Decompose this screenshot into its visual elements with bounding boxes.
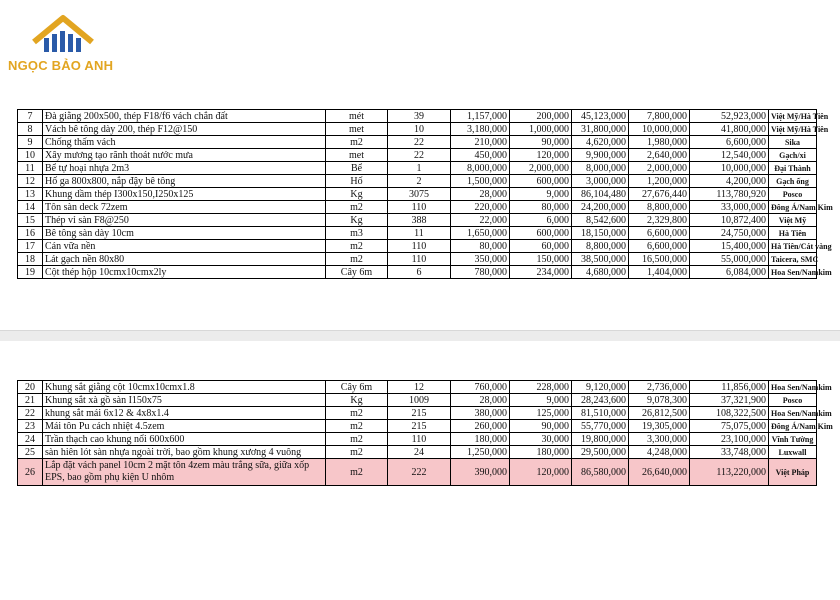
table-row (18, 175, 817, 188)
material-total-cell: 9,900,000 (572, 149, 629, 162)
item-description-cell: Thép vỉ sàn F8@250 (43, 214, 326, 227)
brand-cell: Sika (769, 136, 817, 149)
table-row (18, 214, 817, 227)
material-total-cell: 29,500,000 (572, 446, 629, 459)
quantity-cell: 215 (388, 420, 451, 433)
table-row (18, 123, 817, 136)
table-row (18, 381, 817, 394)
material-unit-price-cell: 350,000 (451, 253, 510, 266)
grand-total-cell: 4,200,000 (690, 175, 769, 188)
quantity-cell: 12 (388, 381, 451, 394)
labor-total-cell: 26,640,000 (629, 459, 690, 486)
item-number-cell: 20 (18, 381, 43, 394)
table-row (18, 446, 817, 459)
item-number-cell: 15 (18, 214, 43, 227)
grand-total-cell: 113,780,920 (690, 188, 769, 201)
unit-cell: Bể (326, 162, 388, 175)
labor-total-cell: 19,305,000 (629, 420, 690, 433)
labor-unit-price-cell: 90,000 (510, 420, 572, 433)
material-unit-price-cell: 760,000 (451, 381, 510, 394)
item-number-cell: 25 (18, 446, 43, 459)
brand-cell: Hoa Sen/Namkim (769, 407, 817, 420)
unit-cell: m2 (326, 253, 388, 266)
item-number-cell: 22 (18, 407, 43, 420)
item-number-cell: 11 (18, 162, 43, 175)
quantity-cell: 110 (388, 240, 451, 253)
labor-unit-price-cell: 30,000 (510, 433, 572, 446)
unit-cell: mét (326, 110, 388, 123)
brand-cell: Taicera, SMC (769, 253, 817, 266)
item-description-cell: Đà giằng 200x500, thép F18/f6 vách chắn đất (43, 110, 326, 123)
unit-cell: m2 (326, 459, 388, 486)
labor-total-cell: 6,600,000 (629, 227, 690, 240)
item-description-cell: sàn hiên lót sàn nhựa ngoài trời, bao gồm khung xương 4 vuông (43, 446, 326, 459)
grand-total-cell: 6,084,000 (690, 266, 769, 279)
item-number-cell: 23 (18, 420, 43, 433)
grand-total-cell: 11,856,000 (690, 381, 769, 394)
material-unit-price-cell: 450,000 (451, 149, 510, 162)
material-unit-price-cell: 220,000 (451, 201, 510, 214)
labor-total-cell: 8,800,000 (629, 201, 690, 214)
grand-total-cell: 10,872,400 (690, 214, 769, 227)
brand-cell: Việt Mỹ/Hà Tiên (769, 110, 817, 123)
material-total-cell: 4,680,000 (572, 266, 629, 279)
material-unit-price-cell: 8,000,000 (451, 162, 510, 175)
unit-cell: Kg (326, 394, 388, 407)
labor-unit-price-cell: 150,000 (510, 253, 572, 266)
grand-total-cell: 24,750,000 (690, 227, 769, 240)
labor-unit-price-cell: 80,000 (510, 201, 572, 214)
unit-cell: Kg (326, 188, 388, 201)
grand-total-cell: 23,100,000 (690, 433, 769, 446)
material-unit-price-cell: 22,000 (451, 214, 510, 227)
item-description-cell: Lát gạch nền 80x80 (43, 253, 326, 266)
labor-unit-price-cell: 180,000 (510, 446, 572, 459)
quotation-table-1 (17, 109, 833, 279)
quantity-cell: 39 (388, 110, 451, 123)
labor-unit-price-cell: 9,000 (510, 188, 572, 201)
grand-total-cell: 12,540,000 (690, 149, 769, 162)
grand-total-cell: 108,322,500 (690, 407, 769, 420)
brand-cell: Hoa Sen/Namkim (769, 266, 817, 279)
material-total-cell: 31,800,000 (572, 123, 629, 136)
unit-cell: met (326, 123, 388, 136)
table-row (18, 110, 817, 123)
item-description-cell: Cột thép hộp 10cmx10cmx2ly (43, 266, 326, 279)
grand-total-cell: 41,800,000 (690, 123, 769, 136)
material-total-cell: 55,770,000 (572, 420, 629, 433)
material-unit-price-cell: 1,157,000 (451, 110, 510, 123)
labor-total-cell: 2,640,000 (629, 149, 690, 162)
quantity-cell: 22 (388, 136, 451, 149)
material-unit-price-cell: 210,000 (451, 136, 510, 149)
item-description-cell: Khung sắt xà gồ sàn I150x75 (43, 394, 326, 407)
material-total-cell: 38,500,000 (572, 253, 629, 266)
material-unit-price-cell: 3,180,000 (451, 123, 510, 136)
item-number-cell: 8 (18, 123, 43, 136)
quantity-cell: 11 (388, 227, 451, 240)
item-description-cell: khung sắt mái 6x12 & 4x8x1.4 (43, 407, 326, 420)
grand-total-cell: 52,923,000 (690, 110, 769, 123)
material-total-cell: 8,542,600 (572, 214, 629, 227)
item-description-cell: Hố ga 800x800, nắp đậy bê tông (43, 175, 326, 188)
material-total-cell: 9,120,000 (572, 381, 629, 394)
grand-total-cell: 37,321,900 (690, 394, 769, 407)
quantity-cell: 388 (388, 214, 451, 227)
item-description-cell: Mái tôn Pu cách nhiệt 4.5zem (43, 420, 326, 433)
item-description-cell: Tôn sàn deck 72zem (43, 201, 326, 214)
item-description-cell: Lắp đặt vách panel 10cm 2 mặt tôn 4zem màu trắng sữa, giữa xốp EPS, bao gồm phụ kiện U nhôm (43, 459, 326, 486)
unit-cell: m2 (326, 407, 388, 420)
item-description-cell: Khung sắt giằng cột 10cmx10cmx1.8 (43, 381, 326, 394)
unit-cell: m2 (326, 136, 388, 149)
labor-total-cell: 2,000,000 (629, 162, 690, 175)
brand-cell: Gạch/xi (769, 149, 817, 162)
item-description-cell: Xây mương tạo rãnh thoát nước mưa (43, 149, 326, 162)
material-total-cell: 4,620,000 (572, 136, 629, 149)
brand-cell: Đại Thành (769, 162, 817, 175)
table-row (18, 188, 817, 201)
material-unit-price-cell: 80,000 (451, 240, 510, 253)
material-unit-price-cell: 28,000 (451, 394, 510, 407)
material-total-cell: 81,510,000 (572, 407, 629, 420)
table-row (18, 266, 817, 279)
item-number-cell: 19 (18, 266, 43, 279)
grand-total-cell: 15,400,000 (690, 240, 769, 253)
labor-unit-price-cell: 2,000,000 (510, 162, 572, 175)
labor-unit-price-cell: 234,000 (510, 266, 572, 279)
item-number-cell: 12 (18, 175, 43, 188)
labor-unit-price-cell: 600,000 (510, 227, 572, 240)
quantity-cell: 110 (388, 433, 451, 446)
house-logo-icon (28, 14, 98, 56)
table-row (18, 240, 817, 253)
material-total-cell: 45,123,000 (572, 110, 629, 123)
brand-cell: Đông Á/Nam Kim (769, 201, 817, 214)
labor-total-cell: 9,078,300 (629, 394, 690, 407)
brand-cell: Gạch ống (769, 175, 817, 188)
quantity-cell: 1009 (388, 394, 451, 407)
table-row (18, 149, 817, 162)
material-total-cell: 8,800,000 (572, 240, 629, 253)
material-unit-price-cell: 28,000 (451, 188, 510, 201)
labor-total-cell: 3,300,000 (629, 433, 690, 446)
unit-cell: Kg (326, 214, 388, 227)
item-number-cell: 24 (18, 433, 43, 446)
material-total-cell: 24,200,000 (572, 201, 629, 214)
quantity-cell: 6 (388, 266, 451, 279)
unit-cell: Cây 6m (326, 266, 388, 279)
brand-cell: Vĩnh Tường (769, 433, 817, 446)
material-unit-price-cell: 1,250,000 (451, 446, 510, 459)
grand-total-cell: 10,000,000 (690, 162, 769, 175)
material-unit-price-cell: 780,000 (451, 266, 510, 279)
item-description-cell: Bể tự hoại nhựa 2m3 (43, 162, 326, 175)
item-description-cell: Bê tông sàn dày 10cm (43, 227, 326, 240)
item-description-cell: Cán vữa nền (43, 240, 326, 253)
labor-unit-price-cell: 600,000 (510, 175, 572, 188)
table-row (18, 433, 817, 446)
quantity-cell: 110 (388, 201, 451, 214)
grand-total-cell: 33,000,000 (690, 201, 769, 214)
quantity-cell: 10 (388, 123, 451, 136)
item-description-cell: Trần thạch cao khung nổi 600x600 (43, 433, 326, 446)
unit-cell: Cây 6m (326, 381, 388, 394)
item-number-cell: 14 (18, 201, 43, 214)
item-number-cell: 21 (18, 394, 43, 407)
labor-unit-price-cell: 90,000 (510, 136, 572, 149)
company-logo (8, 14, 118, 74)
table-row (18, 201, 817, 214)
item-number-cell: 13 (18, 188, 43, 201)
grand-total-cell: 55,000,000 (690, 253, 769, 266)
brand-cell: Hà Tiên (769, 227, 817, 240)
table-row (18, 136, 817, 149)
table-row (18, 420, 817, 433)
labor-unit-price-cell: 1,000,000 (510, 123, 572, 136)
table-row (18, 253, 817, 266)
material-total-cell: 18,150,000 (572, 227, 629, 240)
material-total-cell: 86,104,480 (572, 188, 629, 201)
labor-total-cell: 2,329,800 (629, 214, 690, 227)
labor-total-cell: 27,676,440 (629, 188, 690, 201)
brand-cell: Việt Pháp (769, 459, 817, 486)
grand-total-cell: 113,220,000 (690, 459, 769, 486)
labor-unit-price-cell: 125,000 (510, 407, 572, 420)
labor-unit-price-cell: 120,000 (510, 459, 572, 486)
quantity-cell: 22 (388, 149, 451, 162)
material-total-cell: 28,243,600 (572, 394, 629, 407)
table-row (18, 162, 817, 175)
brand-cell: Đông Á/Nam Kim (769, 420, 817, 433)
labor-unit-price-cell: 228,000 (510, 381, 572, 394)
item-number-cell: 17 (18, 240, 43, 253)
item-description-cell: Vách bê tông dày 200, thép F12@150 (43, 123, 326, 136)
quantity-cell: 1 (388, 162, 451, 175)
brand-cell: Hà Tiên/Cát vàng (769, 240, 817, 253)
brand-cell: Hoa Sen/Namkim (769, 381, 817, 394)
labor-unit-price-cell: 60,000 (510, 240, 572, 253)
unit-cell: m2 (326, 201, 388, 214)
labor-total-cell: 10,000,000 (629, 123, 690, 136)
material-total-cell: 86,580,000 (572, 459, 629, 486)
quotation-table-2 (17, 380, 833, 486)
labor-total-cell: 6,600,000 (629, 240, 690, 253)
material-total-cell: 8,000,000 (572, 162, 629, 175)
labor-total-cell: 7,800,000 (629, 110, 690, 123)
table-row (18, 459, 817, 486)
table-row (18, 407, 817, 420)
unit-cell: Hố (326, 175, 388, 188)
unit-cell: m3 (326, 227, 388, 240)
brand-cell: Posco (769, 394, 817, 407)
item-number-cell: 9 (18, 136, 43, 149)
labor-total-cell: 4,248,000 (629, 446, 690, 459)
labor-unit-price-cell: 9,000 (510, 394, 572, 407)
quantity-cell: 2 (388, 175, 451, 188)
material-unit-price-cell: 260,000 (451, 420, 510, 433)
material-unit-price-cell: 380,000 (451, 407, 510, 420)
table-row (18, 394, 817, 407)
labor-total-cell: 16,500,000 (629, 253, 690, 266)
brand-cell: Posco (769, 188, 817, 201)
grand-total-cell: 33,748,000 (690, 446, 769, 459)
item-number-cell: 7 (18, 110, 43, 123)
material-unit-price-cell: 390,000 (451, 459, 510, 486)
material-total-cell: 3,000,000 (572, 175, 629, 188)
labor-unit-price-cell: 200,000 (510, 110, 572, 123)
brand-cell: Việt Mỹ/Hà Tiên (769, 123, 817, 136)
quantity-cell: 215 (388, 407, 451, 420)
quantity-cell: 110 (388, 253, 451, 266)
unit-cell: m2 (326, 446, 388, 459)
material-unit-price-cell: 1,650,000 (451, 227, 510, 240)
labor-total-cell: 26,812,500 (629, 407, 690, 420)
item-number-cell: 26 (18, 459, 43, 486)
unit-cell: met (326, 149, 388, 162)
unit-cell: m2 (326, 433, 388, 446)
labor-total-cell: 1,404,000 (629, 266, 690, 279)
quantity-cell: 3075 (388, 188, 451, 201)
table-row (18, 227, 817, 240)
labor-total-cell: 1,200,000 (629, 175, 690, 188)
quantity-cell: 222 (388, 459, 451, 486)
labor-total-cell: 2,736,000 (629, 381, 690, 394)
item-number-cell: 16 (18, 227, 43, 240)
item-number-cell: 18 (18, 253, 43, 266)
labor-unit-price-cell: 120,000 (510, 149, 572, 162)
quantity-cell: 24 (388, 446, 451, 459)
item-description-cell: Chống thấm vách (43, 136, 326, 149)
grand-total-cell: 75,075,000 (690, 420, 769, 433)
material-unit-price-cell: 1,500,000 (451, 175, 510, 188)
material-unit-price-cell: 180,000 (451, 433, 510, 446)
unit-cell: m2 (326, 240, 388, 253)
material-total-cell: 19,800,000 (572, 433, 629, 446)
item-number-cell: 10 (18, 149, 43, 162)
brand-name: NGỌC BẢO ANH (8, 58, 114, 73)
brand-cell: Việt Mỹ (769, 214, 817, 227)
unit-cell: m2 (326, 420, 388, 433)
item-description-cell: Khung dầm thép I300x150,I250x125 (43, 188, 326, 201)
labor-unit-price-cell: 6,000 (510, 214, 572, 227)
brand-cell: Luxwall (769, 446, 817, 459)
grand-total-cell: 6,600,000 (690, 136, 769, 149)
labor-total-cell: 1,980,000 (629, 136, 690, 149)
